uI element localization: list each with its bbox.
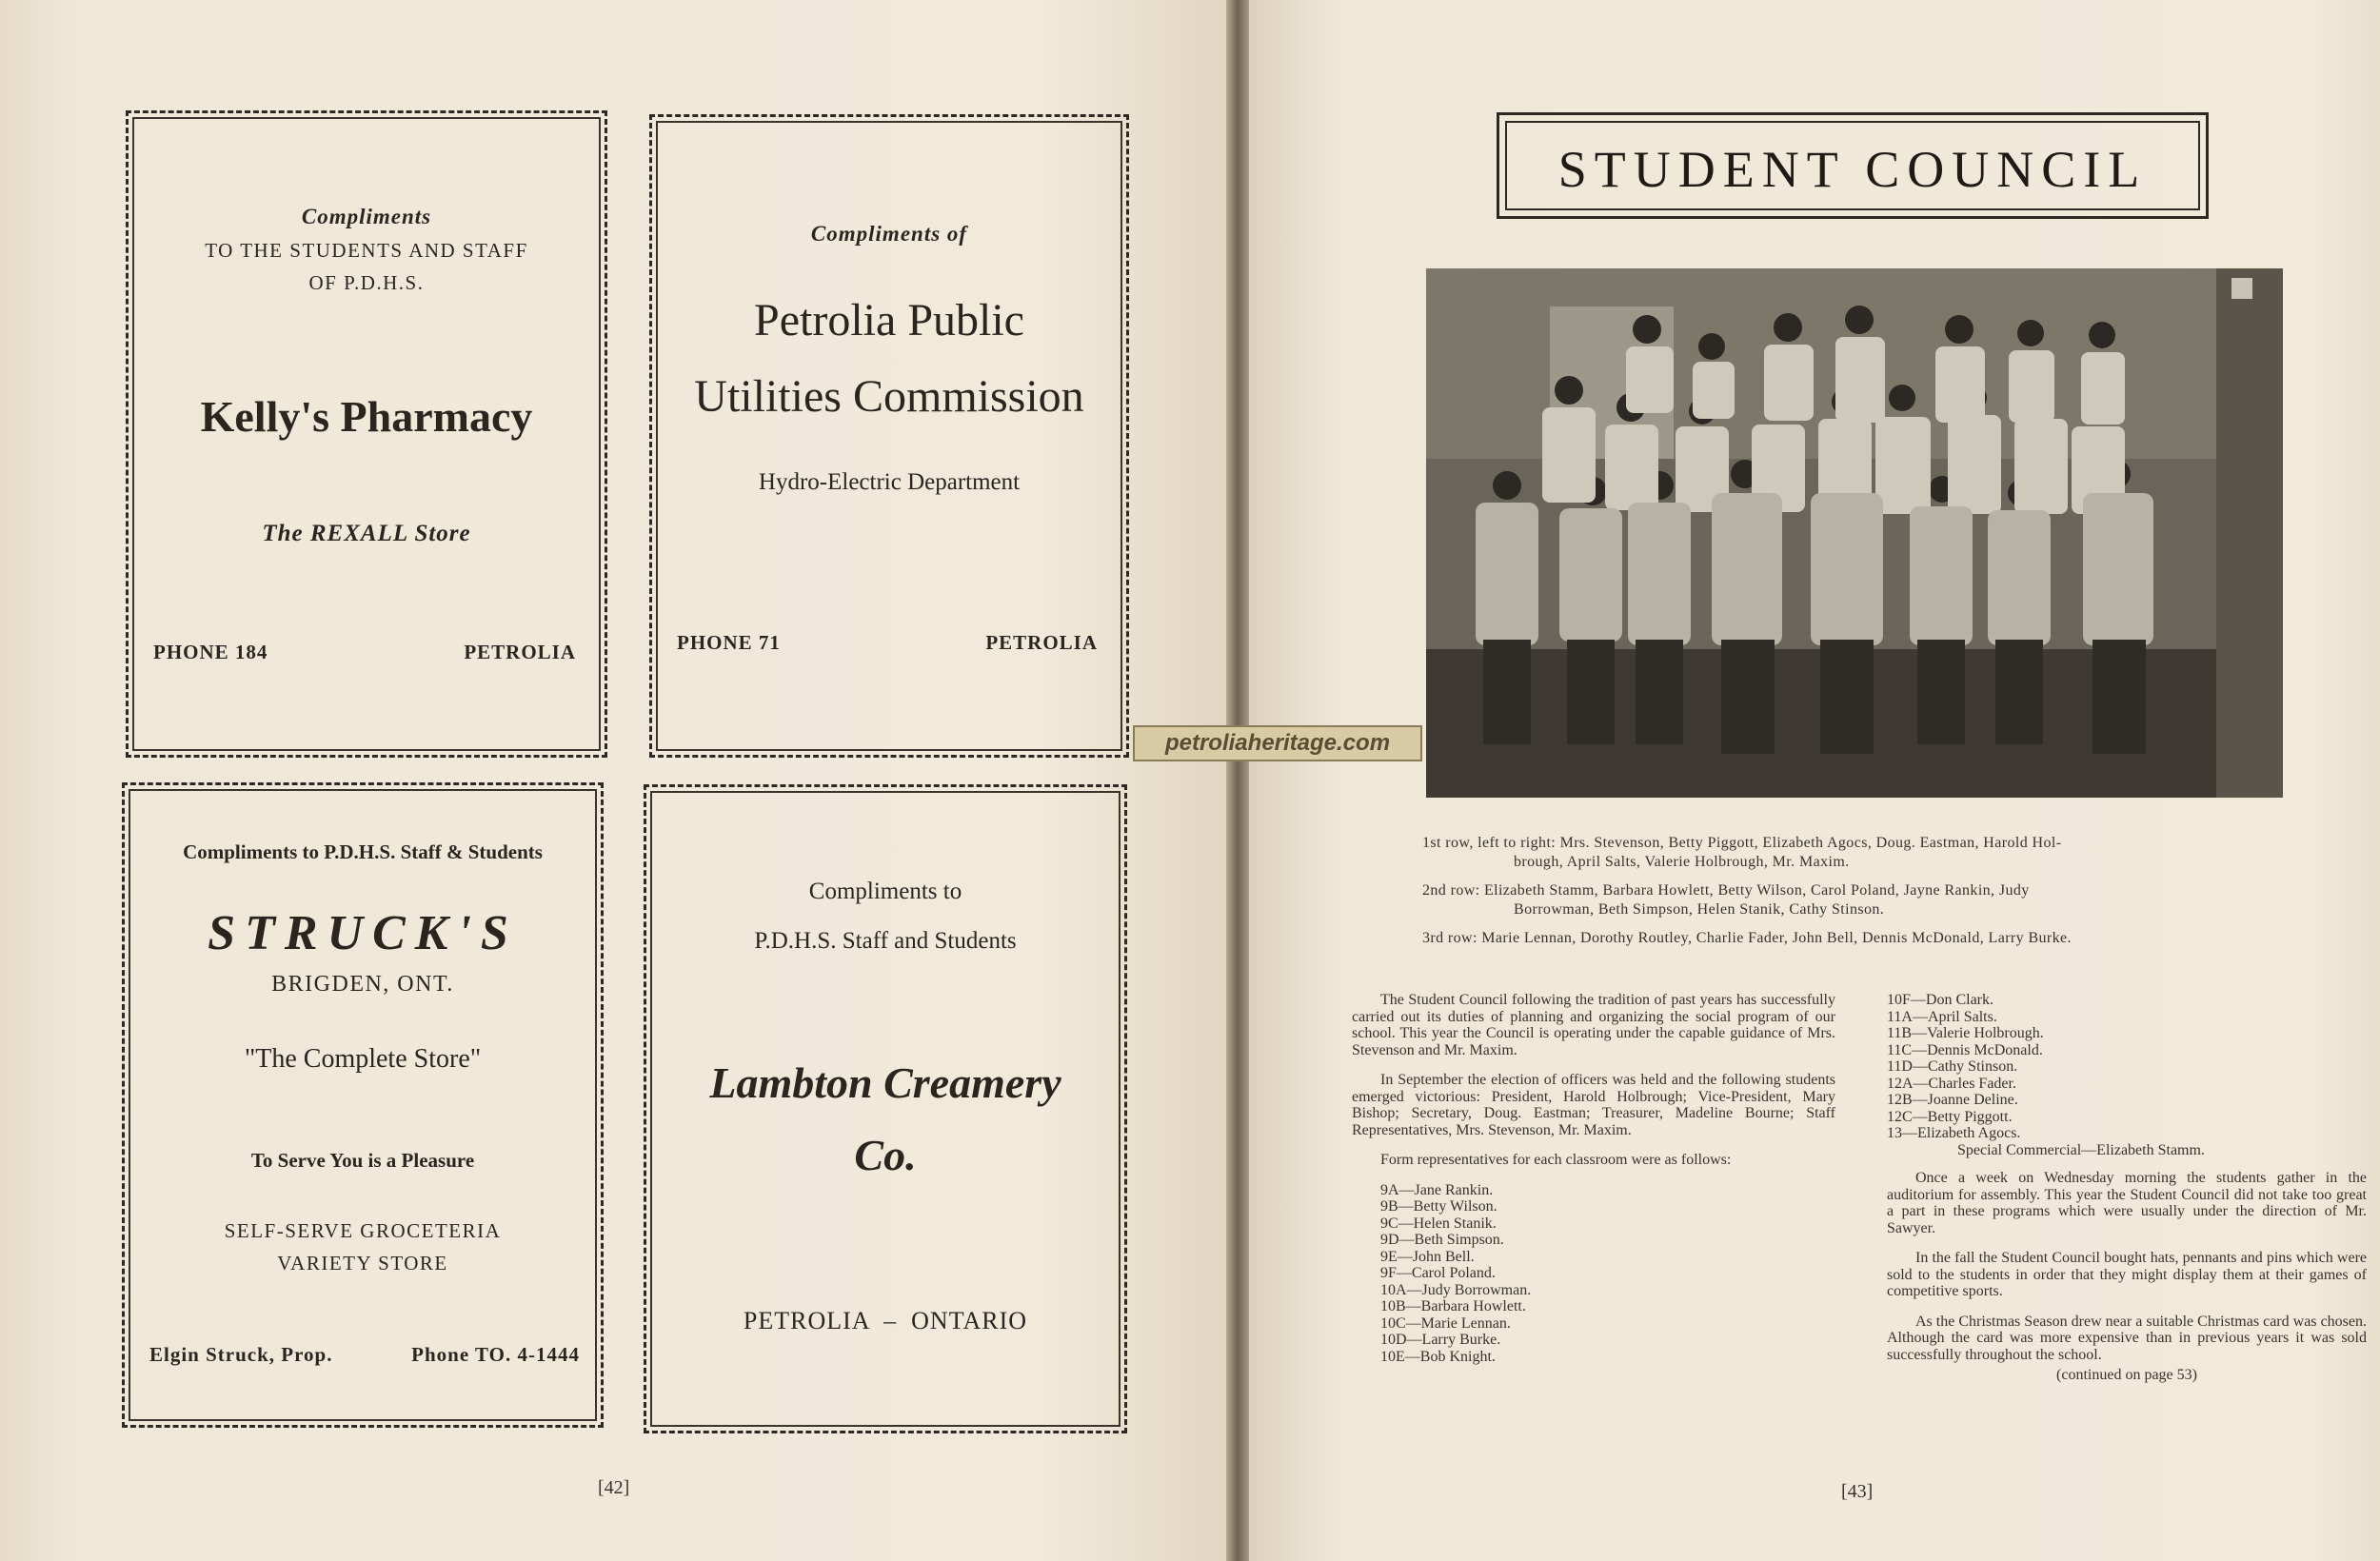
list-item: 9D—Beth Simpson. — [1380, 1232, 1504, 1248]
list-item: 10E—Bob Knight. — [1380, 1348, 1496, 1365]
ad-business-name: STRUCK'S — [208, 906, 518, 960]
form-representatives-list-cont — [1887, 992, 2367, 1158]
ad-name-line1: Petrolia Public — [754, 295, 1024, 346]
ad-strucks — [122, 782, 604, 1428]
list-item: 11C—Dennis McDonald. — [1887, 1041, 2043, 1058]
caption-row2-label: 2nd row: — [1422, 882, 1480, 899]
ad-owner: Elgin Struck, Prop. — [149, 1343, 333, 1366]
page-number-left: [42] — [598, 1477, 630, 1498]
group-photo-illustration — [1426, 268, 2283, 798]
list-item: 10F—Don Clark. — [1887, 992, 1993, 1008]
list-item: 11B—Valerie Holbrough. — [1887, 1025, 2044, 1041]
list-item: 11A—April Salts. — [1887, 1008, 1997, 1025]
ad-name-line2: Co. — [854, 1131, 917, 1179]
watermark-logo: petroliaheritage.com — [1133, 725, 1422, 761]
ad-line2: VARIETY STORE — [277, 1252, 448, 1274]
paragraph: The Student Council following the tradition of past years has successfully carried out its duties of planning and organizing the social program of our school. This year the Council is operating under the capable guidance of Mrs. Stevenson and Mr. Maxim. — [1352, 992, 1835, 1058]
list-item: 13—Elizabeth Agocs. — [1887, 1125, 2021, 1141]
book-gutter — [1226, 0, 1249, 1561]
list-item: 11D—Cathy Stinson. — [1887, 1058, 2018, 1075]
caption-row1-label: 1st row, left to right: — [1422, 835, 1557, 851]
ad-town: PETROLIA — [985, 631, 1098, 654]
ad-business-name: Kelly's Pharmacy — [200, 392, 533, 441]
caption-row2-text: Elizabeth Stamm, Barbara Howlett, Betty Wilson, Carol Poland, Jayne Rankin, Judy — [1483, 882, 2030, 899]
list-item: 10B—Barbara Howlett. — [1380, 1298, 1526, 1314]
ad-location: BRIGDEN, ONT. — [271, 972, 454, 997]
page-title: STUDENT COUNCIL — [1557, 141, 2148, 198]
list-item: 9F—Carol Poland. — [1380, 1265, 1496, 1281]
list-item: 12C—Betty Piggott. — [1887, 1108, 2013, 1125]
caption-row3-text: Marie Lennan, Dorothy Routley, Charlie Fader, John Bell, Dennis McDonald, Larry Burke. — [1481, 930, 2072, 946]
article-column-1 — [1352, 992, 1835, 1365]
ad-line1: SELF-SERVE GROCETERIA — [224, 1219, 502, 1242]
ad-pleasure: To Serve You is a Pleasure — [250, 1149, 475, 1172]
ad-petrolia-utilities — [649, 114, 1129, 758]
paragraph: As the Christmas Season drew near a suitable Christmas card was chosen. Although the card was more expensive than in previous years it was sold successfully throughout the school. — [1887, 1313, 2367, 1363]
list-item: 9B—Betty Wilson. — [1380, 1198, 1497, 1215]
list-item: 9E—John Bell. — [1380, 1248, 1475, 1265]
ad-tagline: The REXALL Store — [262, 521, 471, 546]
article-column-2 — [1887, 992, 2367, 1384]
list-item: 10D—Larry Burke. — [1380, 1332, 1501, 1348]
continued-note: (continued on page 53) — [2056, 1367, 2197, 1383]
photo-caption — [1422, 834, 2298, 948]
title-box — [1497, 112, 2209, 219]
list-item: 10C—Marie Lennan. — [1380, 1314, 1511, 1332]
caption-row1-cont: brough, April Salts, Valerie Holbrough, Mr. Maxim. — [1514, 854, 1850, 870]
ad-footer: PETROLIA – ONTARIO — [743, 1307, 1028, 1334]
caption-row2-cont: Borrowman, Beth Simpson, Helen Stanik, Cathy Stinson. — [1514, 901, 1885, 918]
paragraph: Once a week on Wednesday morning the students gather in the auditorium for assembly. This year the Student Council did not take too great a part in these programs which were usually under the direction of Mr. Sawyer. — [1887, 1170, 2367, 1236]
list-item: 12A—Charles Fader. — [1887, 1075, 2016, 1092]
ad-compliments: Compliments of — [810, 222, 968, 246]
list-item: 12B—Joanne Deline. — [1887, 1092, 2018, 1108]
page-number-right: [43] — [1841, 1481, 1874, 1502]
ad-compliments-2: P.D.H.S. Staff and Students — [754, 928, 1017, 954]
caption-row1-text: Mrs. Stevenson, Betty Piggott, Elizabeth Agocs, Doug. Eastman, Harold Hol- — [1559, 835, 2062, 851]
group-photo — [1426, 268, 2283, 798]
form-representatives-list — [1352, 1182, 1835, 1366]
ad-name-line2: Utilities Commission — [694, 371, 1084, 422]
paragraph: In September the election of officers was held and the following students emerged victorious: President, Harold Holbrough; Vice-President, Mary Bishop; Secretary, Doug. Eastman; Treasurer, Madeline Bourne; Staff Representatives, Mrs. Stevenson, Mr. Maxim. — [1352, 1072, 1835, 1138]
ad-compliments-1: Compliments to — [808, 879, 962, 904]
ad-phone: PHONE 71 — [677, 631, 781, 654]
ad-of-line: OF P.D.H.S. — [308, 271, 425, 294]
paragraph: Form representatives for each classroom were as follows: — [1380, 1152, 1732, 1168]
ad-phone: PHONE 184 — [153, 641, 268, 663]
ad-compliments: Compliments — [301, 205, 432, 228]
list-item: 9C—Helen Stanik. — [1380, 1215, 1497, 1232]
ad-lambton-creamery — [644, 784, 1127, 1433]
list-item: 9A—Jane Rankin. — [1380, 1181, 1494, 1198]
ad-phone: Phone TO. 4-1444 — [411, 1343, 580, 1366]
ad-department: Hydro-Electric Department — [758, 469, 1021, 495]
paragraph: In the fall the Student Council bought hats, pennants and pins which were sold to the students in order that they might display them at their games of competitive sports. — [1887, 1250, 2367, 1299]
list-item: Special Commercial—Elizabeth Stamm. — [1957, 1141, 2205, 1158]
ad-name-line1: Lambton Creamery — [709, 1058, 1061, 1107]
list-item: 10A—Judy Borrowman. — [1380, 1281, 1532, 1298]
ad-kellys-pharmacy — [126, 110, 607, 758]
ad-slogan: "The Complete Store" — [244, 1044, 482, 1074]
ad-to-line: TO THE STUDENTS AND STAFF — [205, 239, 528, 262]
ad-compliments: Compliments to P.D.H.S. Staff & Students — [183, 840, 543, 863]
caption-row3-label: 3rd row: — [1422, 930, 1478, 946]
ad-town: PETROLIA — [464, 641, 576, 663]
